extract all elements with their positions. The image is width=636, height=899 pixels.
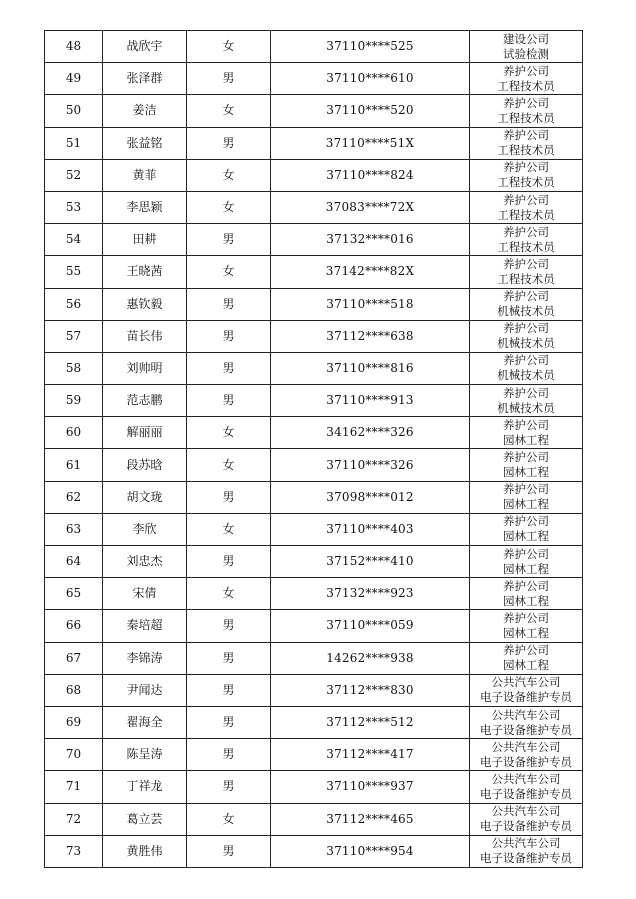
candidate-gender: 男 [187,674,271,706]
candidate-name: 张泽群 [103,63,187,95]
candidate-id-number: 37112****512 [271,706,470,738]
post-position: 园林工程 [503,593,549,608]
post-unit: 养护公司 [503,450,549,465]
candidate-id-number: 37110****520 [271,95,470,127]
candidate-post [470,449,583,481]
row-number: 67 [45,642,103,674]
post-position: 工程技术员 [497,271,555,286]
candidate-post [470,159,583,191]
post-position: 机械技术员 [497,304,555,319]
post-position: 机械技术员 [497,336,555,351]
row-number: 64 [45,546,103,578]
candidate-id-number: 37132****923 [271,578,470,610]
candidate-post [470,352,583,384]
candidate-name: 王晓茜 [103,256,187,288]
post-position: 工程技术员 [497,110,555,125]
candidate-id-number: 37110****403 [271,513,470,545]
row-number: 66 [45,610,103,642]
table-row [45,63,583,95]
table-row [45,674,583,706]
post-unit: 公共汽车公司 [491,804,561,819]
post-position: 园林工程 [503,658,549,673]
table-row [45,191,583,223]
post-position: 电子设备维护专员 [480,786,572,801]
candidate-id-number: 14262****938 [271,642,470,674]
post-unit: 养护公司 [503,546,549,561]
post-unit: 养护公司 [503,514,549,529]
post-unit: 养护公司 [503,128,549,143]
candidate-id-number: 37112****638 [271,320,470,352]
row-number: 56 [45,288,103,320]
candidate-gender: 男 [187,546,271,578]
candidate-gender: 男 [187,63,271,95]
row-number: 73 [45,835,103,867]
table-row [45,706,583,738]
candidate-post [470,546,583,578]
candidate-post [470,256,583,288]
row-number: 65 [45,578,103,610]
candidate-name: 张益铭 [103,127,187,159]
table-row [45,159,583,191]
candidate-id-number: 37110****059 [271,610,470,642]
candidate-post [470,288,583,320]
row-number: 62 [45,481,103,513]
candidate-gender: 男 [187,385,271,417]
candidate-name: 黄胜伟 [103,835,187,867]
candidate-id-number: 37142****82X [271,256,470,288]
row-number: 48 [45,31,103,63]
candidate-post [470,642,583,674]
post-position: 园林工程 [503,497,549,512]
row-number: 59 [45,385,103,417]
candidate-table [44,30,583,868]
candidate-gender: 男 [187,835,271,867]
table-row [45,835,583,867]
candidate-id-number: 37110****51X [271,127,470,159]
candidate-name: 田耕 [103,224,187,256]
candidate-gender: 男 [187,352,271,384]
post-position: 机械技术员 [497,368,555,383]
row-number: 55 [45,256,103,288]
table-row [45,739,583,771]
candidate-id-number: 37110****954 [271,835,470,867]
table-row [45,127,583,159]
row-number: 68 [45,674,103,706]
table-row [45,224,583,256]
candidate-name: 刘帅明 [103,352,187,384]
table-row [45,31,583,63]
candidate-gender: 女 [187,159,271,191]
candidate-post [470,127,583,159]
candidate-gender: 男 [187,706,271,738]
candidate-name: 范志鹏 [103,385,187,417]
row-number: 58 [45,352,103,384]
candidate-name: 姜洁 [103,95,187,127]
post-unit: 养护公司 [503,353,549,368]
post-position: 电子设备维护专员 [480,851,572,866]
candidate-id-number: 37132****016 [271,224,470,256]
candidate-post [470,417,583,449]
post-unit: 养护公司 [503,192,549,207]
post-position: 工程技术员 [497,207,555,222]
post-unit: 建设公司 [503,31,549,46]
row-number: 51 [45,127,103,159]
table-row [45,320,583,352]
candidate-id-number: 37110****913 [271,385,470,417]
row-number: 60 [45,417,103,449]
candidate-name: 刘忠杰 [103,546,187,578]
candidate-gender: 男 [187,610,271,642]
post-position: 电子设备维护专员 [480,754,572,769]
post-unit: 养护公司 [503,578,549,593]
candidate-gender: 男 [187,288,271,320]
candidate-gender: 女 [187,256,271,288]
candidate-id-number: 37110****824 [271,159,470,191]
post-unit: 养护公司 [503,289,549,304]
row-number: 70 [45,739,103,771]
candidate-id-number: 37083****72X [271,191,470,223]
candidate-post [470,610,583,642]
post-unit: 公共汽车公司 [491,836,561,851]
row-number: 49 [45,63,103,95]
post-position: 试验检测 [503,46,549,61]
post-position: 电子设备维护专员 [480,819,572,834]
post-position: 工程技术员 [497,239,555,254]
table-row [45,352,583,384]
post-position: 园林工程 [503,561,549,576]
table-row [45,481,583,513]
candidate-id-number: 37152****410 [271,546,470,578]
candidate-post [470,578,583,610]
post-unit: 养护公司 [503,256,549,271]
table-row [45,771,583,803]
row-number: 52 [45,159,103,191]
candidate-name: 翟海全 [103,706,187,738]
candidate-name: 李思颖 [103,191,187,223]
post-position: 园林工程 [503,465,549,480]
candidate-post [470,95,583,127]
post-position: 机械技术员 [497,400,555,415]
candidate-name: 李欣 [103,513,187,545]
candidate-id-number: 34162****326 [271,417,470,449]
table-row [45,385,583,417]
candidate-gender: 男 [187,320,271,352]
candidate-gender: 女 [187,417,271,449]
candidate-gender: 男 [187,224,271,256]
table-row [45,95,583,127]
candidate-id-number: 37112****465 [271,803,470,835]
candidate-post [470,835,583,867]
table-row [45,803,583,835]
candidate-gender: 女 [187,31,271,63]
candidate-post [470,771,583,803]
candidate-name: 李锦涛 [103,642,187,674]
candidate-name: 秦培超 [103,610,187,642]
candidate-post [470,385,583,417]
post-unit: 养护公司 [503,95,549,110]
table-row [45,288,583,320]
candidate-id-number: 37112****417 [271,739,470,771]
post-unit: 公共汽车公司 [491,675,561,690]
candidate-table-body [45,31,583,868]
post-unit: 养护公司 [503,160,549,175]
table-row [45,417,583,449]
post-unit: 养护公司 [503,417,549,432]
table-row [45,546,583,578]
post-unit: 养护公司 [503,610,549,625]
candidate-name: 胡文珑 [103,481,187,513]
candidate-post [470,739,583,771]
table-row [45,642,583,674]
post-unit: 公共汽车公司 [491,739,561,754]
candidate-post [470,803,583,835]
candidate-id-number: 37110****326 [271,449,470,481]
candidate-name: 段苏晗 [103,449,187,481]
candidate-post [470,31,583,63]
row-number: 69 [45,706,103,738]
post-unit: 养护公司 [503,385,549,400]
post-unit: 养护公司 [503,643,549,658]
candidate-gender: 男 [187,481,271,513]
candidate-id-number: 37110****525 [271,31,470,63]
candidate-post [470,320,583,352]
candidate-post [470,674,583,706]
table-row [45,449,583,481]
post-position: 电子设备维护专员 [480,690,572,705]
candidate-gender: 女 [187,803,271,835]
candidate-id-number: 37110****518 [271,288,470,320]
candidate-gender: 女 [187,513,271,545]
post-unit: 公共汽车公司 [491,707,561,722]
post-position: 园林工程 [503,432,549,447]
post-position: 园林工程 [503,625,549,640]
row-number: 61 [45,449,103,481]
candidate-name: 苗长伟 [103,320,187,352]
row-number: 72 [45,803,103,835]
row-number: 71 [45,771,103,803]
candidate-id-number: 37110****816 [271,352,470,384]
row-number: 53 [45,191,103,223]
candidate-post [470,191,583,223]
candidate-name: 葛立芸 [103,803,187,835]
candidate-post [470,481,583,513]
candidate-name: 战欣宇 [103,31,187,63]
candidate-gender: 男 [187,642,271,674]
post-unit: 养护公司 [503,224,549,239]
post-position: 电子设备维护专员 [480,722,572,737]
post-unit: 养护公司 [503,63,549,78]
candidate-id-number: 37098****012 [271,481,470,513]
candidate-id-number: 37110****937 [271,771,470,803]
row-number: 63 [45,513,103,545]
candidate-name: 尹闻达 [103,674,187,706]
candidate-name: 陈呈涛 [103,739,187,771]
candidate-gender: 男 [187,771,271,803]
candidate-name: 宋倩 [103,578,187,610]
post-unit: 公共汽车公司 [491,771,561,786]
post-unit: 养护公司 [503,482,549,497]
candidate-post [470,224,583,256]
candidate-post [470,63,583,95]
candidate-id-number: 37110****610 [271,63,470,95]
post-position: 工程技术员 [497,175,555,190]
candidate-gender: 男 [187,127,271,159]
table-row [45,513,583,545]
candidate-name: 黄菲 [103,159,187,191]
candidate-name: 惠钦毅 [103,288,187,320]
candidate-post [470,513,583,545]
candidate-gender: 女 [187,191,271,223]
candidate-gender: 女 [187,449,271,481]
row-number: 54 [45,224,103,256]
candidate-name: 丁祥龙 [103,771,187,803]
candidate-id-number: 37112****830 [271,674,470,706]
post-position: 工程技术员 [497,143,555,158]
candidate-gender: 男 [187,739,271,771]
candidate-name: 解丽丽 [103,417,187,449]
candidate-gender: 女 [187,95,271,127]
post-position: 工程技术员 [497,78,555,93]
post-unit: 养护公司 [503,321,549,336]
candidate-post [470,706,583,738]
row-number: 50 [45,95,103,127]
row-number: 57 [45,320,103,352]
post-position: 园林工程 [503,529,549,544]
table-row [45,256,583,288]
table-row [45,610,583,642]
candidate-gender: 女 [187,578,271,610]
table-row [45,578,583,610]
